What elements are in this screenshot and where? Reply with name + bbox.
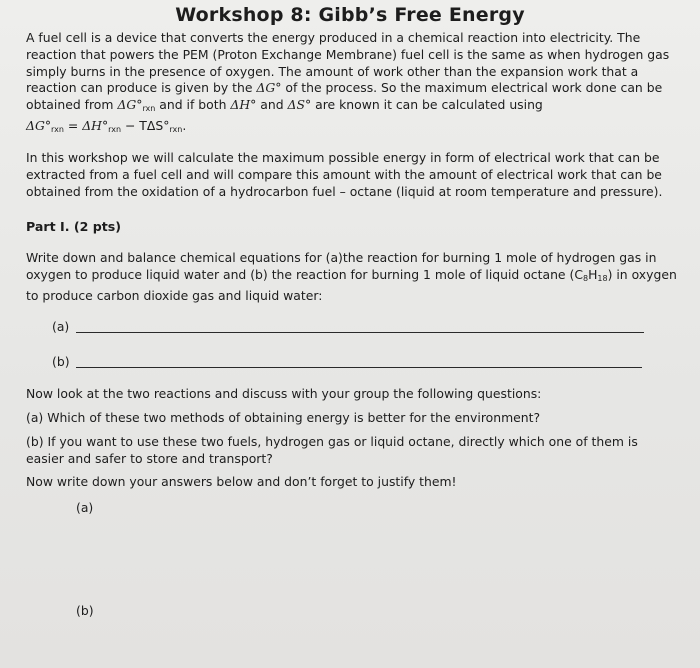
delta-h-symbol: ΔH°: [230, 97, 257, 113]
intro-text-2: of the process. So the maximum electrical work done can be obtained from: [26, 80, 663, 113]
eq-rxn-subscript-1: rxn: [51, 124, 64, 134]
intro-text-5: are known it can be calculated using: [311, 97, 543, 113]
blank-b-line[interactable]: [76, 367, 642, 368]
discussion-intro: Now look at the two reactions and discuss with your group the following questions:: [26, 386, 542, 401]
equation-minus-tds: − TΔS°: [121, 117, 170, 133]
intro-text-3: and if both: [155, 97, 231, 113]
blank-a-label: (a): [52, 319, 70, 334]
blank-a-row: [52, 319, 69, 334]
part-one-heading: Part I. (2 pts): [26, 219, 122, 234]
eq-rxn-subscript-3: rxn: [169, 124, 183, 134]
workshop-paragraph: In this workshop we will calculate the maximum possible energy in form of electrical work that can be extracted from a fuel cell and will compare this amount with the amount of electrical work that can be obtained from the oxidation of a hydrocarbon fuel – octane (liquid at room temperature and pressure).: [26, 150, 663, 199]
answer-a-label: (a): [76, 500, 94, 515]
rxn-subscript: rxn: [142, 104, 156, 114]
intro-text-1: A fuel cell is a device that converts the energy produced in a chemical reaction into electricity. The reaction that powers the PEM (Proton Exchange Membrane) fuel cell is the same as when hydrogen gas simply burns in the presence of oxygen. The amount of work other than the expansion work that a reaction can produce is given by the: [26, 30, 670, 96]
delta-g-symbol: ΔG°: [256, 80, 282, 96]
octane-carbon-subscript: 8: [582, 273, 589, 283]
intro-paragraph: [26, 30, 678, 139]
delta-g-rxn-symbol: ΔG°: [117, 97, 143, 113]
answer-b-label: (b): [76, 603, 94, 618]
part-one-text-a: Write down and balance chemical equations for (a)the reaction for burning 1 mole of hydrogen gas in oxygen to produce liquid water and (b) the reaction for burning 1 mole of liquid octane (C: [26, 250, 657, 282]
equation-delta-g: ΔG°: [26, 117, 52, 133]
question-a: (a) Which of these two methods of obtaining energy is better for the environment?: [26, 410, 541, 425]
eq-rxn-subscript-2: rxn: [108, 124, 122, 134]
delta-s-symbol: ΔS°: [287, 97, 312, 113]
blank-b-row: [52, 354, 70, 369]
octane-hydrogen: H: [588, 266, 598, 282]
intro-text-4: and: [256, 97, 288, 113]
blank-a-line[interactable]: [76, 332, 644, 333]
page-title: Workshop 8: Gibb’s Free Energy: [175, 4, 525, 26]
question-b: (b) If you want to use these two fuels, hydrogen gas or liquid octane, directly which one of them is easier and safer to store and transport?: [26, 434, 638, 466]
answers-prompt: Now write down your answers below and don’t forget to justify them!: [26, 474, 457, 489]
equation-delta-h: ΔH°: [82, 117, 109, 133]
part-one-instructions: [26, 250, 678, 304]
part-one-text-b: ) in oxygen to produce carbon dioxide gas and liquid water:: [26, 266, 677, 303]
blank-b-label: (b): [52, 354, 70, 369]
octane-hydrogen-subscript: 18: [597, 273, 608, 283]
equation-equals: =: [63, 117, 83, 133]
equation-end: .: [182, 117, 187, 133]
